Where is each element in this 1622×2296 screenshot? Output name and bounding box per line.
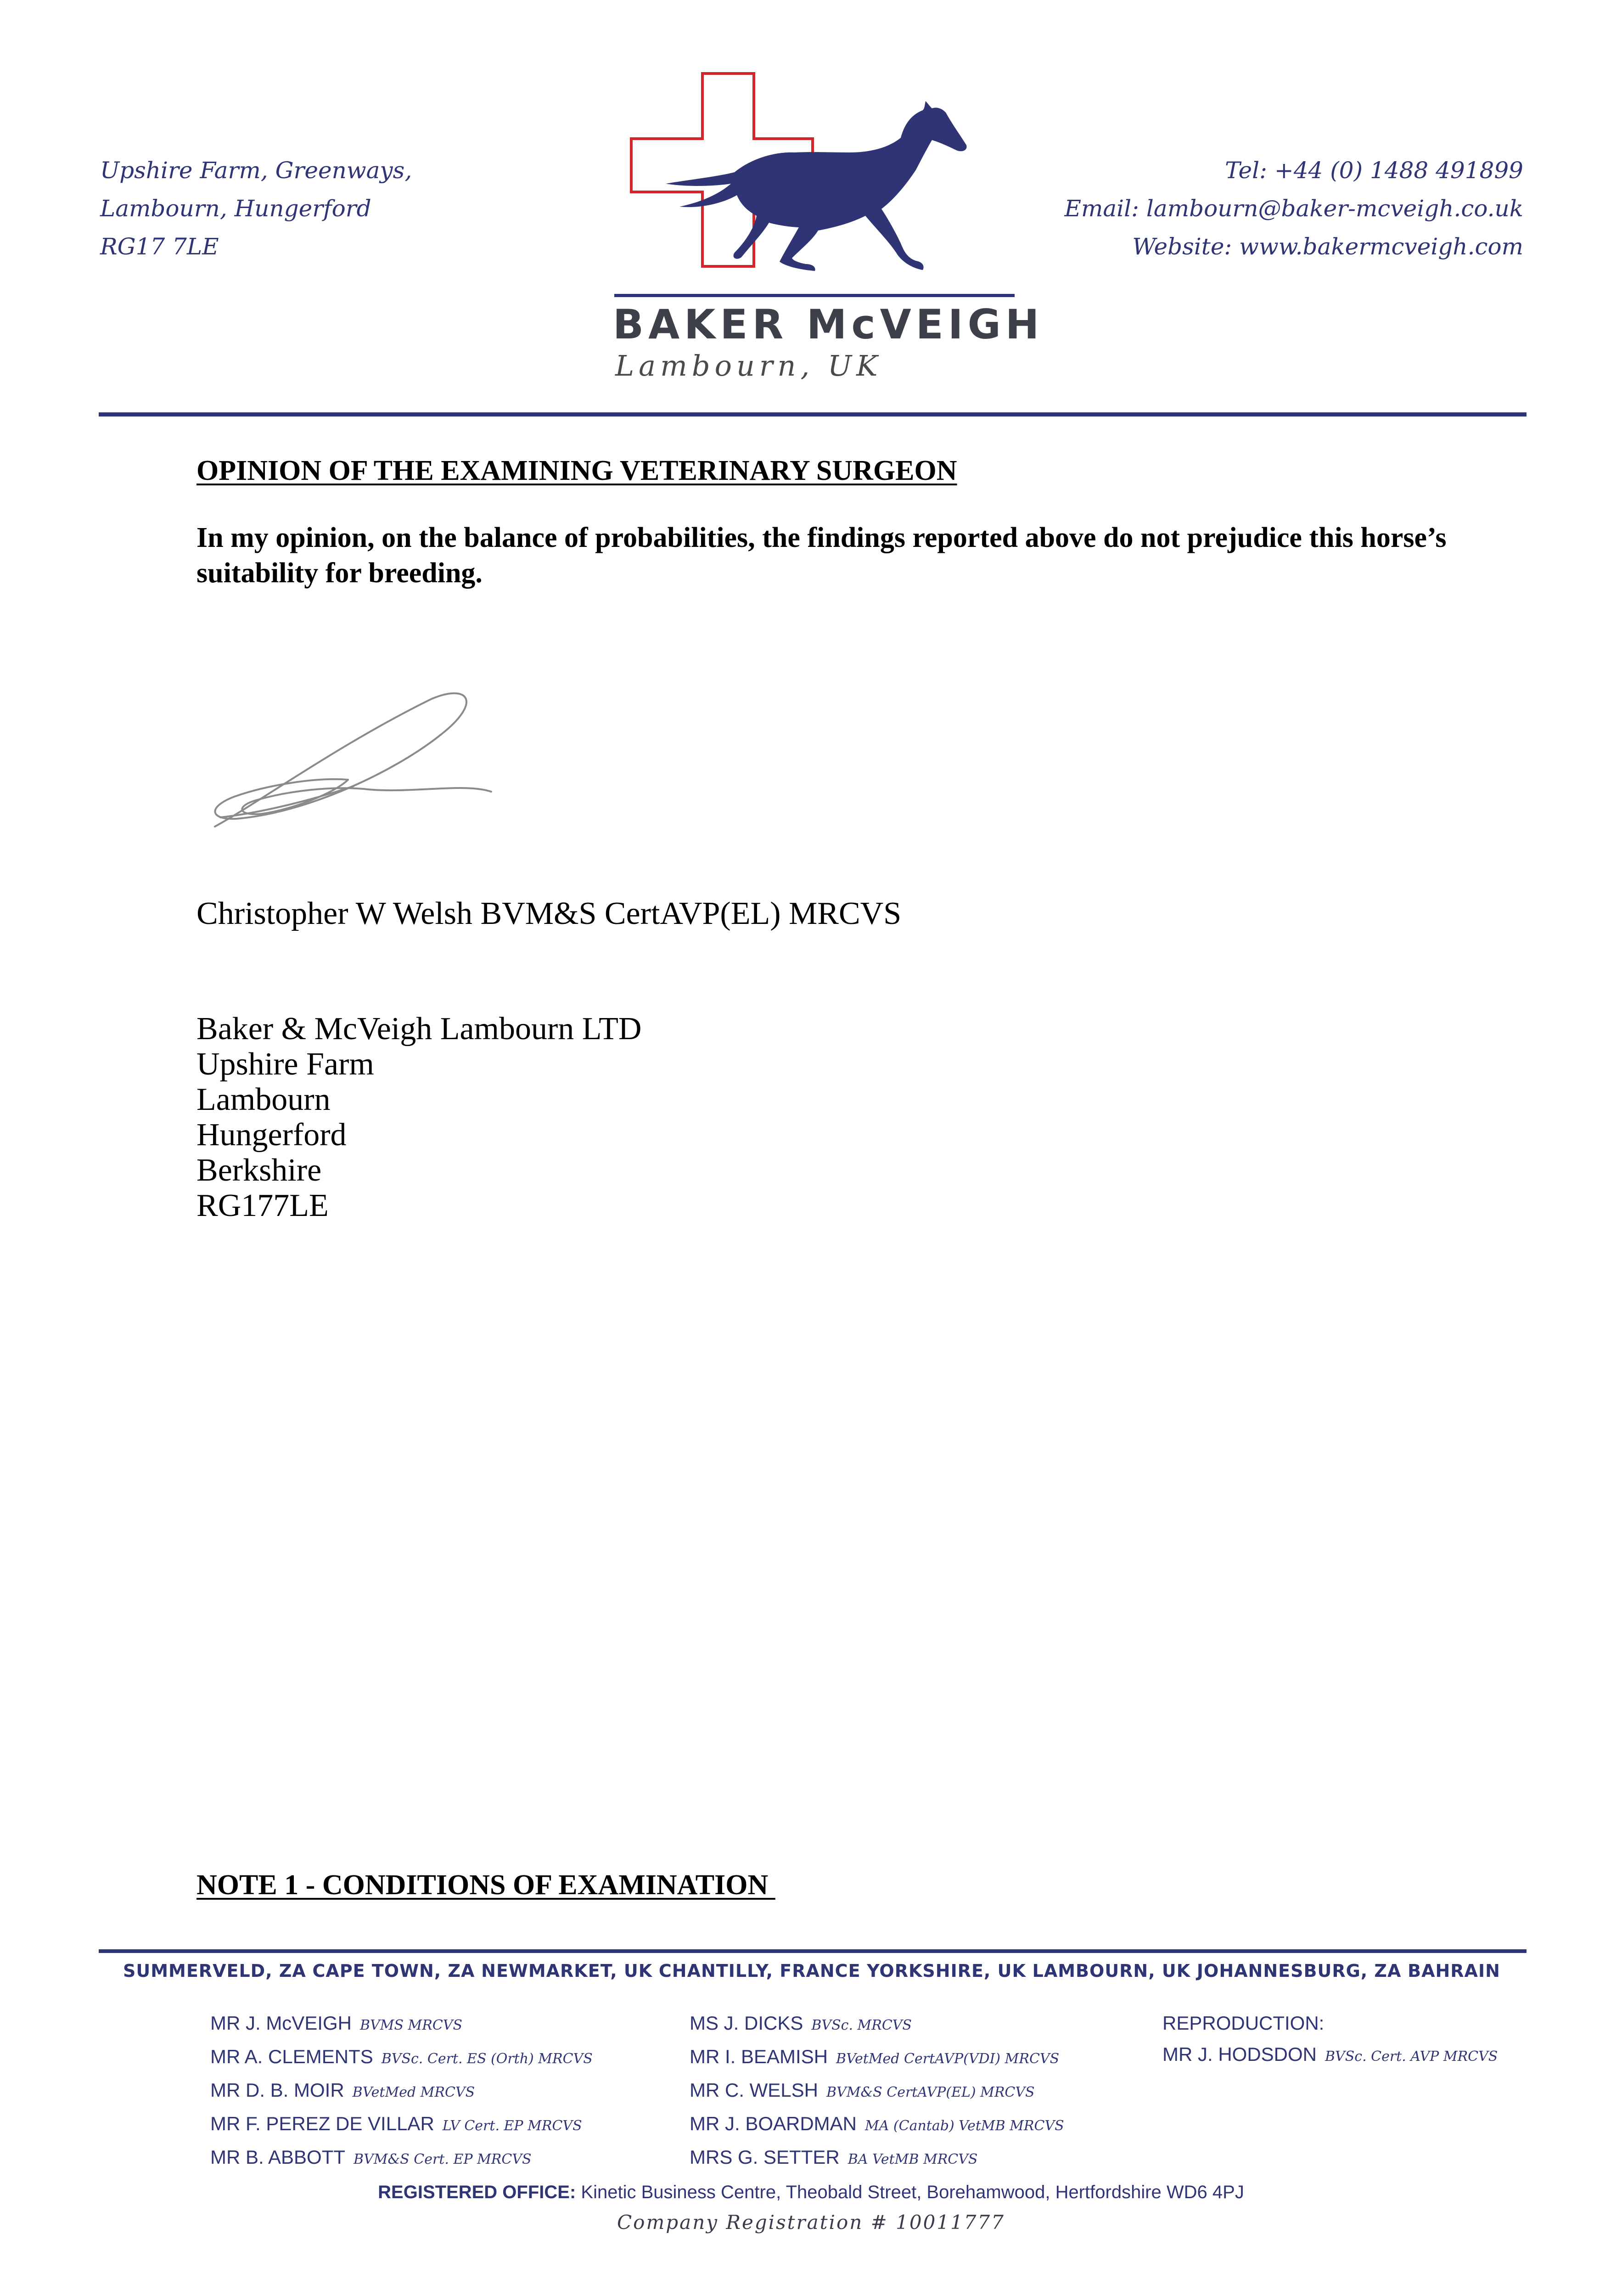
staff-name: MR D. B. MOIR xyxy=(210,2079,344,2101)
staff-qualifications: BVM&S Cert. EP MRCVS xyxy=(354,2151,532,2167)
staff-qualifications: BVSc. MRCVS xyxy=(811,2017,912,2033)
letterhead-phone: Tel: +44 (0) 1488 491899 xyxy=(1225,157,1523,184)
staff-name: MS J. DICKS xyxy=(690,2012,803,2034)
location-item: YORKSHIRE, UK xyxy=(867,1961,1026,1981)
staff-column-1 xyxy=(210,2008,593,2175)
staff-qualifications: BVetMed MRCVS xyxy=(352,2084,475,2100)
staff-entry xyxy=(210,2108,593,2142)
practice-address-line: Lambourn xyxy=(196,1082,331,1117)
location-item: LAMBOURN, UK xyxy=(1032,1961,1191,1981)
opinion-text: In my opinion, on the balance of probabilities, the findings reported above do not prejudice this horse’s suitability for breeding. xyxy=(196,522,1447,589)
location-item: SUMMERVELD, ZA xyxy=(123,1961,306,1981)
letterhead-website: Website: www.bakermcveigh.com xyxy=(1132,233,1523,260)
staff-entry xyxy=(690,2108,1064,2142)
practice-address-line: Berkshire xyxy=(196,1153,322,1188)
letterhead-contact xyxy=(1064,152,1523,266)
staff-qualifications: BA VetMB MRCVS xyxy=(847,2151,978,2167)
letterhead-email: Email: lambourn@baker-mcveigh.co.uk xyxy=(1064,195,1523,222)
location-item: JOHANNESBURG, ZA xyxy=(1196,1961,1402,1981)
location-item: BAHRAIN xyxy=(1408,1961,1500,1981)
location-item: NEWMARKET, UK xyxy=(481,1961,653,1981)
staff-entry xyxy=(1162,2039,1498,2072)
staff-qualifications: MA (Cantab) VetMB MRCVS xyxy=(865,2118,1064,2134)
practice-address-line: Baker & McVeigh Lambourn LTD xyxy=(196,1011,642,1047)
header-divider xyxy=(99,412,1527,416)
staff-name: MR J. McVEIGH xyxy=(210,2012,352,2034)
staff-entry xyxy=(690,2041,1064,2075)
registered-office xyxy=(0,2182,1622,2203)
registered-office-address: Kinetic Business Centre, Theobald Street, Borehamwood, Hertfordshire WD6 4PJ xyxy=(581,2182,1244,2202)
practice-address-line: Hungerford xyxy=(196,1117,347,1153)
staff-column-3 xyxy=(1162,2008,1498,2072)
reproduction-heading: REPRODUCTION: xyxy=(1162,2012,1325,2034)
staff-name: MR J. HODSDON xyxy=(1162,2043,1317,2065)
staff-qualifications: BVMS MRCVS xyxy=(360,2017,463,2033)
registered-office-label: REGISTERED OFFICE: xyxy=(378,2182,576,2202)
signature-image xyxy=(202,680,505,836)
staff-qualifications: BVSc. Cert. ES (Orth) MRCVS xyxy=(381,2051,593,2067)
staff-name: MR C. WELSH xyxy=(690,2079,819,2101)
staff-entry xyxy=(210,2142,593,2175)
letterhead-address-line: Lambourn, Hungerford xyxy=(100,195,371,222)
staff-column-2 xyxy=(690,2008,1064,2175)
location-item: CAPE TOWN, ZA xyxy=(312,1961,475,1981)
location-item: CHANTILLY, FRANCE xyxy=(658,1961,861,1981)
brand-location: Lambourn, UK xyxy=(615,349,882,383)
staff-entry xyxy=(690,2142,1064,2175)
opinion-heading: OPINION OF THE EXAMINING VETERINARY SURGEON xyxy=(196,455,957,486)
practice-address xyxy=(196,1011,641,1223)
staff-qualifications: BVM&S CertAVP(EL) MRCVS xyxy=(826,2084,1035,2100)
location-list xyxy=(123,1961,1500,1981)
staff-entry xyxy=(210,2041,593,2075)
galloping-horse-icon xyxy=(666,101,967,271)
letterhead-address xyxy=(100,152,412,266)
staff-entry xyxy=(690,2008,1064,2041)
staff-name: MR F. PEREZ DE VILLAR xyxy=(210,2113,434,2134)
signer-name: Christopher W Welsh BVM&S CertAVP(EL) MRCVS xyxy=(196,896,902,931)
practice-address-line: Upshire Farm xyxy=(196,1047,374,1082)
staff-name: MR A. CLEMENTS xyxy=(210,2046,373,2067)
logo-underline xyxy=(614,294,1015,297)
staff-name: MR B. ABBOTT xyxy=(210,2146,346,2168)
note-heading: NOTE 1 - CONDITIONS OF EXAMINATION xyxy=(196,1869,775,1901)
staff-entry xyxy=(210,2075,593,2108)
staff-qualifications: BVSc. Cert. AVP MRCVS xyxy=(1325,2048,1498,2065)
staff-name: MRS G. SETTER xyxy=(690,2146,840,2168)
staff-name: MR I. BEAMISH xyxy=(690,2046,828,2067)
brand-name: BAKER McVEIGH xyxy=(613,301,1044,348)
letterhead-address-line: Upshire Farm, Greenways, xyxy=(100,157,412,184)
practice-address-line: RG177LE xyxy=(196,1188,329,1223)
company-registration: Company Registration # 10011777 xyxy=(617,2211,1005,2234)
staff-entry xyxy=(690,2075,1064,2108)
staff-qualifications: BVetMed CertAVP(VDI) MRCVS xyxy=(836,2051,1060,2067)
letterhead-address-line: RG17 7LE xyxy=(100,233,219,260)
staff-name: MR J. BOARDMAN xyxy=(690,2113,857,2134)
footer-divider xyxy=(99,1949,1527,1953)
staff-qualifications: LV Cert. EP MRCVS xyxy=(442,2118,582,2134)
staff-entry xyxy=(210,2008,593,2041)
